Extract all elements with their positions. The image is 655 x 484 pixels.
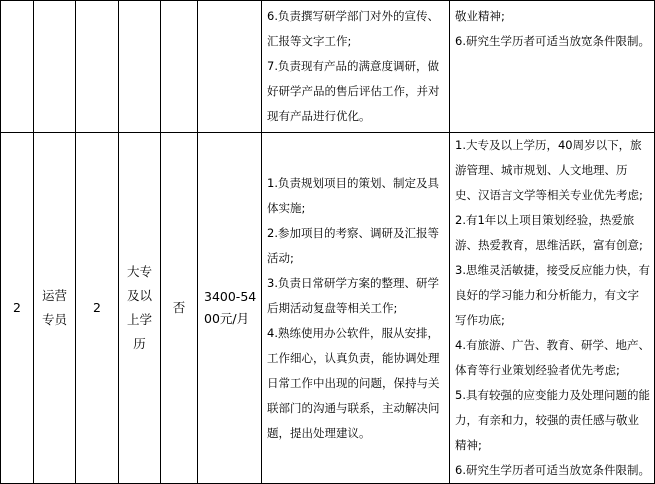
duty-item: 3.负责日常研学方案的整理、研学后期活动复盘等相关工作; <box>267 275 439 315</box>
requirement-item: 2.有1年以上项目策划经验，热爱旅游、热爱教育，思维活跃，富有创意; <box>455 213 643 252</box>
requirement-item: 5.具有较强的应变能力及处理问题的能力，有亲和力，较强的责任感与敬业精神; <box>455 388 650 452</box>
requirement-item: 6.研究生学历者可适当放宽条件限制。 <box>455 34 650 48</box>
education-cell <box>119 133 161 484</box>
requirements-cell <box>450 1 655 133</box>
duty-item: 6.负责撰写研学部门对外的宣传、汇报等文字工作; <box>267 9 439 48</box>
position-cell <box>34 133 76 484</box>
salary-cell <box>198 1 262 133</box>
duty-item: 7.负责现有产品的满意度调研，做好研学产品的售后评估工作，并对现有产品进行优化。 <box>267 59 440 123</box>
salary-text: 3400-5400元/月 <box>204 289 257 326</box>
count-cell: 2 <box>76 133 119 484</box>
table-row <box>1 1 655 133</box>
duty-item: 2.参加项目的考察、调研及汇报等活动; <box>267 225 439 265</box>
index-cell: 2 <box>1 133 34 484</box>
requirements-cell <box>450 133 655 484</box>
requirement-item: 4.有旅游、广告、教育、研学、地产、体育等行业策划经验者优先考虑; <box>455 338 650 377</box>
education-cell <box>119 1 161 133</box>
flag-cell <box>161 1 198 133</box>
requirement-item: 6.研究生学历者可适当放宽条件限制。 <box>455 463 650 477</box>
position-cell <box>34 1 76 133</box>
requirement-item: 敬业精神; <box>455 9 505 23</box>
index-cell <box>1 1 34 133</box>
flag-cell: 否 <box>161 133 198 484</box>
requirement-item: 1.大专及以上学历，40周岁以下，旅游管理、城市规划、人文地理、历史、汉语言文学等相关专业优先考虑; <box>455 138 643 202</box>
table-row <box>1 133 655 484</box>
position-text: 运营专员 <box>41 288 67 327</box>
duty-item: 4.熟练使用办公软件，服从安排，工作细心，认真负责，能协调处理日常工作中出现的问题，保持与关联部门的沟通与联系，主动解决问题，提出处理建议。 <box>267 325 440 440</box>
duties-cell <box>262 133 450 484</box>
requirement-item: 3.思维灵活敏捷，接受反应能力快，有良好的学习能力和分析能力，有文字写作功底; <box>455 263 650 327</box>
duty-item: 1.负责规划项目的策划、制定及具体实施; <box>267 175 439 215</box>
education-text: 大专及以上学历 <box>126 264 152 351</box>
duties-cell <box>262 1 450 133</box>
count-cell <box>76 1 119 133</box>
salary-cell <box>198 133 262 484</box>
